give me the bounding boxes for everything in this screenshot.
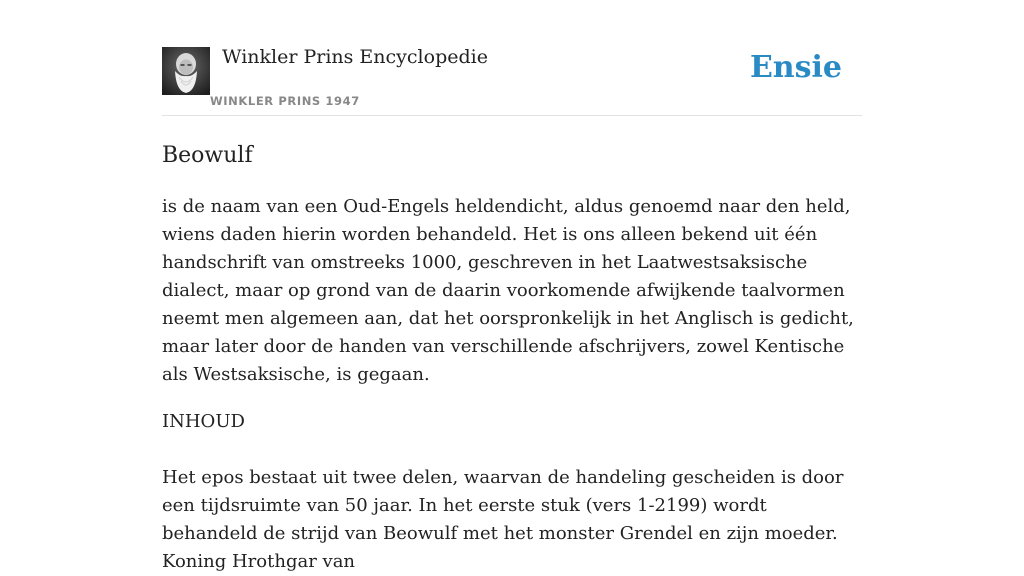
brand-logo[interactable]: Ensie: [749, 50, 842, 85]
article-paragraph: is de naam van een Oud-Engels heldendicht, aldus genoemd naar den held, wiens daden hierin worden behandeld. Het is ons alleen bekend uit één handschrift van omstreeks 1000, geschreven in het Laatwestsaksische dialect, maar op grond van de daarin voorkomende afwijkende taalvormen neemt men algemeen aan, dat het oorspronkelijk in het Anglisch is gedicht, maar later door de handen van verschillende afschrijvers, zowel Kentische als Westsaksische, is gegaan.: [162, 196, 854, 385]
portrait-avatar-icon: [162, 47, 210, 95]
article-body: [162, 193, 862, 576]
article-paragraph: Het epos bestaat uit twee delen, waarvan de handeling gescheiden is door een tijdsruimte van 50 jaar. In het eerste stuk (vers 1-2199) wordt behandeld de strijd van Beowulf met het monster Grendel en zijn moeder. Koning Hrothgar van: [162, 467, 844, 572]
site-header: [162, 0, 862, 116]
content-container: [162, 0, 862, 576]
section-heading-inhoud[interactable]: INHOUD: [162, 411, 245, 432]
article-title: Beowulf: [162, 143, 253, 168]
site-subtitle: WINKLER PRINS 1947: [210, 94, 360, 108]
author-avatar[interactable]: [162, 47, 210, 95]
site-title[interactable]: Winkler Prins Encyclopedie: [222, 46, 488, 68]
